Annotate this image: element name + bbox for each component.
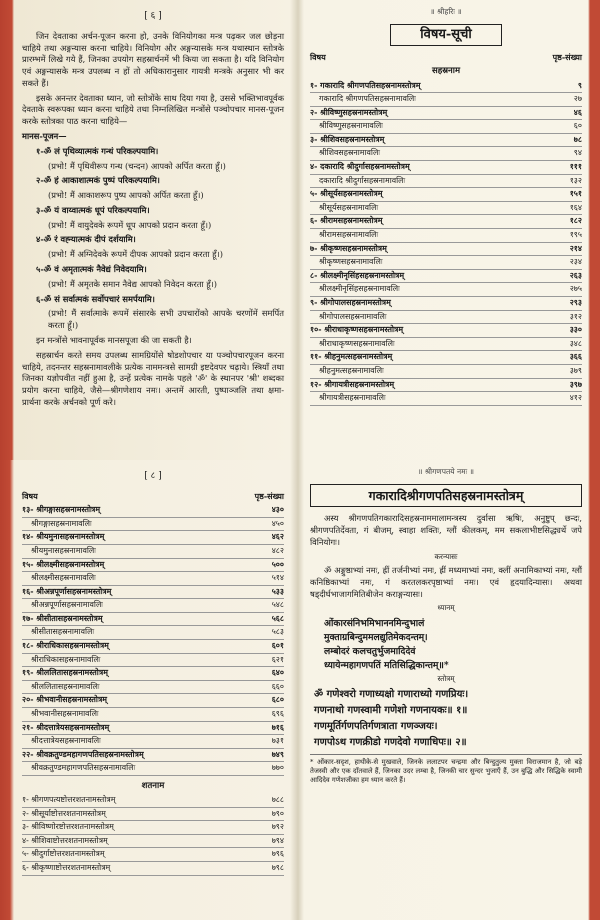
contents-entry xyxy=(22,835,284,849)
entry-page-number: ४६२ xyxy=(271,532,284,542)
dhyana-label: ध्यानम् xyxy=(437,603,455,613)
contents-page-2 xyxy=(22,460,284,920)
contents-entry xyxy=(310,365,582,379)
contents-entry xyxy=(22,531,284,545)
entry-title: श्रीलक्ष्मीसहस्रनामावलिः xyxy=(31,573,96,583)
contents-entry xyxy=(22,504,284,518)
footnote-divider xyxy=(310,754,582,755)
entry-title: श्रीयमुनासहस्रनामावलिः xyxy=(31,545,96,555)
dhyana-line: ओंकारसंनिभमिभाननमिन्दुभालं xyxy=(324,617,425,629)
contents-entry xyxy=(310,202,582,216)
entry-page-number: ५८३ xyxy=(271,627,284,637)
entry-title: गकारादि श्रीगणपतिसहस्रनामावलिः xyxy=(319,94,416,104)
mantra-line: ३-ॐ यं वाय्वात्मकं धूपं परिकल्पयामि। xyxy=(36,204,150,215)
entry-page-number: ३६६ xyxy=(569,352,582,362)
entry-page-number: ३४८ xyxy=(569,338,582,348)
contents-entry xyxy=(22,762,284,776)
mantra-meaning: (प्रभो! मैं आकाशरूप पुष्प आपको अर्पित करता हूँ।) xyxy=(48,190,204,201)
entry-title: ६- श्रीरामसहस्रनामस्तोत्रम् xyxy=(310,216,383,226)
contents-entry xyxy=(310,324,582,338)
contents-entry xyxy=(22,694,284,708)
karanyasa-text: ॐ अङ्गुष्ठाभ्यां नमः, ह्रीं तर्जनीभ्यां नमः, ह्रीं मध्यमाभ्यां नमः, क्लीं अनामिकाभ्यां नमः, ग्लौं कनिष्ठिकाभ्यां नमः, गं करतलकरपृष्ठाभ्यां नमः। एवं हृदयादिन्यासः। अथवा षड्दीर्घभाजागमितिबीजेन कराङ्गन्यासः। xyxy=(310,564,582,599)
contents-entry xyxy=(22,708,284,722)
mantra-meaning: (प्रभो! मैं सर्वात्माके रूपमें संसारके सभी उपचारोंको आपके चरणोंमें समर्पित करता हूँ।) xyxy=(48,308,284,331)
mantra-meaning: (प्रभो! मैं अग्निदेवके रूपमें दीपक आपको प्रदान करता हूँ।) xyxy=(48,249,223,260)
page-column-label: पृष्ठ-संख्या xyxy=(254,490,284,501)
section-heading: सहस्रनाम xyxy=(431,66,461,77)
contents-entry xyxy=(310,270,582,284)
contents-entry xyxy=(310,379,582,393)
entry-title: १- गकारादि श्रीगणपतिसहस्रनामस्तोत्रम् xyxy=(310,80,421,90)
contents-entry xyxy=(22,626,284,640)
entry-title: २२- श्रीवक्रतुण्डमहागणपतिसहस्रनामस्तोत्रम् xyxy=(22,749,144,759)
contents-entry xyxy=(310,134,582,148)
entry-title: २०- श्रीभवानीसहस्रनामस्तोत्रम् xyxy=(22,695,108,705)
contents-entry xyxy=(22,667,284,681)
entry-page-number: १८२ xyxy=(569,216,582,226)
intro-paragraph: इसके अनन्तर देवताका ध्यान, जो स्तोत्रोंके साथ दिया गया है, उससे भक्तिभावपूर्वक देवताके स्वरूपका ध्यान करना चाहिये तथा निम्नलिखित मन्त्रोंसे पञ्चोपचार मानस-पूजन करके स्तोत्रका पाठ करना चाहिये— xyxy=(22,92,284,127)
page-header: ॥ श्रीगणपतये नमः ॥ xyxy=(417,467,475,476)
entry-title: १- श्रीगणपत्यष्टोत्तरशतनामस्तोत्रम् xyxy=(22,795,116,805)
entry-title: श्रीदत्तात्रेयसहस्रनामावलिः xyxy=(31,736,101,746)
entry-title: श्रीअन्नपूर्णासहस्रनामावलिः xyxy=(31,600,103,610)
page-number: [ ८ ] xyxy=(144,471,162,481)
entry-title: श्रीराधाकृष्णसहस्रनामावलिः xyxy=(319,338,395,348)
contents-entry xyxy=(22,848,284,862)
contents-page-1 xyxy=(310,0,582,460)
bottom-spread xyxy=(0,460,600,920)
entry-page-number: १९५ xyxy=(569,230,582,240)
entry-title: ९- श्रीगोपालसहस्रनामस्तोत्रम् xyxy=(310,298,391,308)
entry-page-number: ४५० xyxy=(271,518,284,528)
entry-page-number: ५३३ xyxy=(271,586,284,596)
contents-entry xyxy=(22,613,284,627)
entry-title: ३- श्रीविष्णोरष्टोत्तरशतनामस्तोत्रम् xyxy=(22,822,114,832)
contents-entry xyxy=(310,120,582,134)
entry-title: ११- श्रीहनुमत्सहस्रनामस्तोत्रम् xyxy=(310,352,393,362)
manas-puja-list xyxy=(22,146,284,332)
entry-title: श्रीवक्रतुण्डमहागणपतिसहस्रनामावलिः xyxy=(31,763,136,773)
contents-entry xyxy=(310,351,582,365)
subject-column-label: विषय xyxy=(310,52,326,63)
contents-entry xyxy=(22,722,284,736)
entry-title: श्रीविष्णुसहस्रनामावलिः xyxy=(319,121,383,131)
entry-page-number: ६६० xyxy=(271,681,284,691)
entry-page-number: १५१ xyxy=(569,189,582,199)
contents-entry xyxy=(22,821,284,835)
dhyana-line: मुक्ताग्रबिन्दुममलद्युतिमेकदन्तम्। xyxy=(324,631,428,643)
entry-title: १२- श्रीगायत्रीसहस्रनामस्तोत्रम् xyxy=(310,379,395,389)
contents-entry xyxy=(310,188,582,202)
page-header: ॥ श्रीहरिः ॥ xyxy=(430,7,462,16)
contents-entry xyxy=(22,545,284,559)
mantra-line: ४-ॐ रं वह्न्यात्मकं दीपं दर्शयामि। xyxy=(36,234,136,245)
contents-entry xyxy=(310,338,582,352)
page-6 xyxy=(22,0,284,460)
contents-entry xyxy=(22,794,284,808)
contents-entry xyxy=(22,681,284,695)
entry-page-number: ७१६ xyxy=(271,722,284,732)
entry-title: २- श्रीसूर्याष्टोत्तरशतनामस्तोत्रम् xyxy=(22,808,106,818)
page-number: [ ६ ] xyxy=(144,11,162,21)
contents-entry xyxy=(310,311,582,325)
entry-title: श्रीसूर्यसहस्रनामावलिः xyxy=(319,202,379,212)
contents-entry xyxy=(22,654,284,668)
entry-title: श्रीकृष्णसहस्रनामावलिः xyxy=(319,257,383,267)
entry-page-number: ५४८ xyxy=(271,600,284,610)
contents-entry xyxy=(310,147,582,161)
entry-title: श्रीसीतासहस्रनामावलिः xyxy=(31,627,95,637)
contents-entry xyxy=(22,735,284,749)
mantra-line: १-ॐ लं पृथिव्यात्मकं गन्धं परिकल्पयामि। xyxy=(36,145,159,156)
contents-entry xyxy=(22,862,284,876)
contents-entry xyxy=(22,749,284,763)
entry-title: १५- श्रीलक्ष्मीसहस्रनामस्तोत्रम् xyxy=(22,559,105,569)
entry-title: १०- श्रीराधाकृष्णसहस्रनामस्तोत्रम् xyxy=(310,325,404,335)
contents-list xyxy=(310,80,582,406)
entry-page-number: ७९८ xyxy=(271,863,284,873)
entry-title: १८- श्रीराधिकासहस्रनामस्तोत्रम् xyxy=(22,641,109,651)
contents-entry xyxy=(22,599,284,613)
outro-paragraph: सहस्रार्चन करते समय उपलब्ध सामग्रियोंसे षोडशोपचार या पञ्चोपचारपूजन करना चाहिये, तदनन्तर सहस्रनामावलीके प्रत्येक नाममन्त्रसे सामग्री इष्टदेवपर चढ़ाये। स्त्रियाँ तथा जिनका यज्ञोपवीत नहीं हुआ है, उन्हें प्रत्येक नामके पहले 'ॐ' के स्थानपर 'श्री' शब्दका प्रयोग करना चाहिये, जैसे—श्रीगणेशाय नमः। अन्तमें आरती, पुष्पाञ्जलि तथा क्षमा-प्रार्थना करके अर्चनको पूर्ण करे। xyxy=(22,349,284,407)
karanyasa-label: करन्यासः xyxy=(434,551,458,561)
mantra-meaning: (प्रभो! मैं वायुदेवके रूपमें धूप आपको प्रदान करता हूँ।) xyxy=(48,219,212,230)
entry-title: ५- श्रीसूर्यसहस्रनामस्तोत्रम् xyxy=(310,189,383,199)
contents-list xyxy=(22,504,284,776)
section-heading: शतनाम xyxy=(141,781,165,791)
entry-page-number: २७५ xyxy=(569,284,582,294)
subject-column-label: विषय xyxy=(22,490,38,501)
contents-entry xyxy=(22,572,284,586)
entry-page-number: ६८० xyxy=(271,695,284,705)
stotra-label: स्तोत्रम् xyxy=(437,673,455,683)
entry-page-number: ६०१ xyxy=(271,641,284,651)
entry-page-number: २१४ xyxy=(569,243,582,253)
stotra-page xyxy=(310,460,582,920)
stotra-title: गकारादिश्रीगणपतिसहस्रनामस्तोत्रम् xyxy=(310,484,582,508)
entry-page-number: २६३ xyxy=(569,270,582,280)
entry-page-number: ३३० xyxy=(569,325,582,335)
contents-entry xyxy=(22,808,284,822)
contents-entry xyxy=(22,518,284,532)
contents-entry xyxy=(310,256,582,270)
mantra-meaning: (प्रभो! मैं अमृतके समान नैवेद्य आपको निवेदन करता हूँ।) xyxy=(48,278,218,289)
intro-paragraph: जिन देवताका अर्चन-पूजन करना हो, उनके विनियोगका मन्त्र पढ़कर जल छोड़ना चाहिये तथा अङ्गन्यास करना चाहिये। विनियोग और अङ्गन्यासके मन्त्र यथास्थान स्तोत्रके प्रारम्भमें लिखे गये हैं, जिनका उपयोग सहस्रार्चनमें भी किया जा सकता है। यदि विनियोग एवं अङ्गन्यासके मन्त्र उपलब्ध न हों तो अधिकारानुसार गायत्री मन्त्रके अनुसार भी कर सकते हैं। xyxy=(22,30,284,88)
contents-entry xyxy=(310,107,582,121)
entry-page-number: ७४९ xyxy=(271,749,284,759)
entry-title: श्रीहनुमत्सहस्रनामावलिः xyxy=(319,365,384,375)
entry-page-number: २३४ xyxy=(569,257,582,267)
stotra-line: गणमूर्तिर्गणपतिर्गणत्राता गणञ्जयः। xyxy=(314,720,438,732)
dhyana-line: ध्यायेन्महागणपतिं मतिसिद्धिकान्तम्॥* xyxy=(324,660,449,672)
entry-title: श्रीशिवसहस्रनामावलिः xyxy=(319,148,380,158)
mantra-line: २-ॐ हं आकाशात्मकं पुष्पं परिकल्पयामि। xyxy=(36,175,160,186)
entry-title: १९- श्रीललितासहस्रनामस्तोत्रम् xyxy=(22,668,108,678)
contents-title: विषय-सूची xyxy=(390,24,502,46)
entry-title: ४- श्रीशिवाष्टोत्तरशतनामस्तोत्रम् xyxy=(22,835,108,845)
stotra-line: गणपोऽथ गणक्रीडो गणदेवो गणाधिपः॥ २॥ xyxy=(314,736,467,748)
entry-page-number: ६९६ xyxy=(271,709,284,719)
entry-title: १७- श्रीसीतासहस्रनामस्तोत्रम् xyxy=(22,613,103,623)
entry-title: ७- श्रीकृष्णसहस्रनामस्तोत्रम् xyxy=(310,243,387,253)
entry-page-number: ५६८ xyxy=(271,613,284,623)
contents-entry xyxy=(310,243,582,257)
contents-entry xyxy=(310,297,582,311)
entry-page-number: ७७० xyxy=(271,763,284,773)
entry-title: ६- श्रीकृष्णाष्टोत्तरशतनामस्तोत्रम् xyxy=(22,863,111,873)
contents-entry xyxy=(310,93,582,107)
contents-entry xyxy=(310,392,582,406)
viniyoga-text: अस्य श्रीगणपतिगकारादिसहस्रनाममालामन्त्रस्य दुर्वासा ऋषिः, अनुष्टुप् छन्दः, श्रीगणपतिर्देवता, गं बीजम्, स्वाहा शक्तिः, ग्लौं कीलकम्, मम सकलाभीष्टसिद्ध्यर्थे जपे विनियोगः। xyxy=(310,513,582,547)
entry-title: ८- श्रीलक्ष्मीनृसिंहसहस्रनामस्तोत्रम् xyxy=(310,270,405,280)
entry-title: १४- श्रीयमुनासहस्रनामस्तोत्रम् xyxy=(22,532,105,542)
entry-title: श्रीगोपालसहस्रनामावलिः xyxy=(319,311,387,321)
entry-page-number: ९ xyxy=(577,80,582,90)
entry-page-number: २९३ xyxy=(569,298,582,308)
contents-entry xyxy=(22,559,284,573)
entry-page-number: ४३० xyxy=(271,505,284,515)
contents-entry xyxy=(310,80,582,94)
contents-list xyxy=(22,794,284,876)
entry-page-number: १३२ xyxy=(569,175,582,185)
entry-title: ४- दकारादि श्रीदुर्गासहस्रनामस्तोत्रम् xyxy=(310,162,410,172)
entry-page-number: ७९२ xyxy=(271,822,284,832)
entry-title: श्रीभवानीसहस्रनामावलिः xyxy=(31,709,99,719)
entry-page-number: ५०० xyxy=(271,559,284,569)
entry-page-number: ७८८ xyxy=(271,795,284,805)
entry-page-number: ६४० xyxy=(271,668,284,678)
entry-title: २१- श्रीदत्तात्रेयसहस्रनामस्तोत्रम् xyxy=(22,722,110,732)
mantra-line: ६-ॐ सं सर्वात्मकं सर्वोपचारं समर्पयामि। xyxy=(36,293,155,304)
entry-title: श्रीलक्ष्मीनृसिंहसहस्रनामावलिः xyxy=(319,284,400,294)
entry-page-number: ४८२ xyxy=(271,545,284,555)
contents-entry xyxy=(310,161,582,175)
entry-title: ३- श्रीशिवसहस्रनामस्तोत्रम् xyxy=(310,134,385,144)
entry-page-number: ५१४ xyxy=(271,573,284,583)
entry-page-number: ३७९ xyxy=(569,365,582,375)
mantra-meaning: (प्रभो! मैं पृथिवीरूप गन्ध (चन्दन) आपको अर्पित करता हूँ।) xyxy=(48,160,226,171)
stotra-line: गणनाथो गणस्वामी गणेशो गणनायकः॥ १॥ xyxy=(314,704,468,716)
entry-title: श्रीललितासहस्रनामावलिः xyxy=(31,681,100,691)
mantra-line: ५-ॐ वं अमृतात्मकं नैवेद्यं निवेदयामि। xyxy=(36,264,147,275)
entry-page-number: ४६ xyxy=(573,107,582,117)
stotra-line: ॐ गणेश्वरो गणाध्यक्षो गणाराध्यो गणप्रियः। xyxy=(314,688,469,700)
entry-page-number: ९४ xyxy=(573,148,582,158)
entry-page-number: १११ xyxy=(569,162,582,172)
entry-title: १६- श्रीअन्नपूर्णासहस्रनामस्तोत्रम् xyxy=(22,586,112,596)
contents-entry xyxy=(22,586,284,600)
entry-page-number: ७८ xyxy=(573,134,582,144)
entry-page-number: ७९० xyxy=(271,808,284,818)
footnote: * ओंकार-सदृश, हाथीके-से मुखवाले, जिनके ललाटपर चन्द्रमा और बिन्दुतुल्य मुक्ता विराजमान है, जो बड़े तेजस्वी और एक दाँतवाले हैं, जिनका उदर लम्बा है, जिनकी चार सुन्दर भुजाएँ हैं, उन बुद्धि और सिद्धिके स्वामी आदिदेव गणेशजीका हम ध्यान करते हैं। xyxy=(310,757,582,785)
contents-entry xyxy=(310,229,582,243)
entry-page-number: ७९४ xyxy=(271,835,284,845)
entry-page-number: ३१२ xyxy=(569,311,582,321)
entry-title: ५- श्रीदुर्गाष्टोत्तरशतनामस्तोत्रम् xyxy=(22,849,105,859)
entry-page-number: ३९७ xyxy=(569,379,582,389)
outro-paragraph: इन मन्त्रोंसे भावनापूर्वक मानसपूजा की जा सकती है। xyxy=(36,334,192,345)
entry-page-number: २७ xyxy=(573,94,582,104)
entry-page-number: ६२१ xyxy=(271,654,284,664)
entry-page-number: १६४ xyxy=(569,202,582,212)
entry-page-number: ७९६ xyxy=(271,849,284,859)
entry-page-number: ७३१ xyxy=(271,736,284,746)
manas-puja-title: मानस-पूजन— xyxy=(22,131,67,142)
contents-entry xyxy=(310,215,582,229)
contents-entry xyxy=(310,175,582,189)
dhyana-line: लम्बोदरं कलचतुर्भुजमादिदेवं xyxy=(324,646,416,658)
stotra-verse xyxy=(310,687,582,751)
contents-header-row xyxy=(310,52,582,63)
entry-title: श्रीराधिकासहस्रनामावलिः xyxy=(31,654,101,664)
entry-title: दकारादि श्रीदुर्गासहस्रनामावलिः xyxy=(319,175,406,185)
contents-header-row xyxy=(22,491,284,502)
entry-title: २- श्रीविष्णुसहस्रनामस्तोत्रम् xyxy=(310,107,388,117)
entry-page-number: ४१२ xyxy=(569,393,582,403)
entry-title: श्रीगङ्गासहस्रनामावलिः xyxy=(31,518,92,528)
contents-entry xyxy=(310,283,582,297)
entry-title: १३- श्रीगङ्गासहस्रनामस्तोत्रम् xyxy=(22,505,101,515)
dhyana-verse xyxy=(310,617,582,674)
page-column-label: पृष्ठ-संख्या xyxy=(552,52,582,63)
contents-entry xyxy=(22,640,284,654)
entry-page-number: ६० xyxy=(573,121,582,131)
entry-title: श्रीरामसहस्रनामावलिः xyxy=(319,230,379,240)
entry-title: श्रीगायत्रीसहस्रनामावलिः xyxy=(319,393,386,403)
